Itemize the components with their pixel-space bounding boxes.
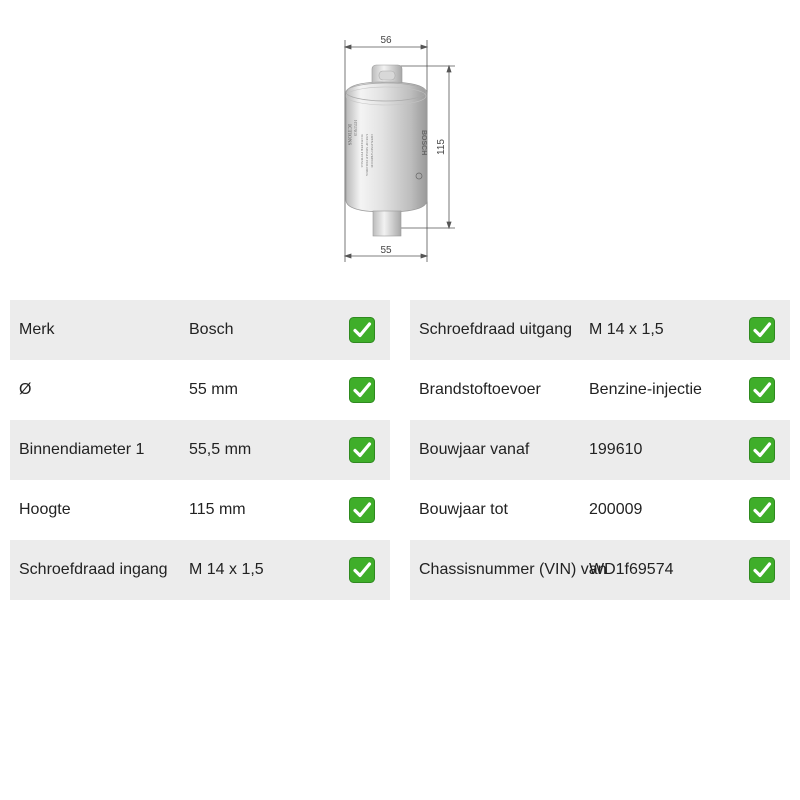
spec-row	[10, 360, 390, 420]
spec-value: WD1f69574	[589, 561, 674, 578]
spec-value: M 14 x 1,5	[589, 321, 664, 338]
spec-label: Chassisnummer (VIN) van	[419, 561, 607, 578]
spec-value: 55,5 mm	[189, 441, 252, 458]
check-mark-icon	[349, 557, 375, 583]
bosch-brand-print: BOSCH	[420, 130, 427, 156]
spec-row	[410, 480, 790, 540]
check-mark-icon	[349, 317, 375, 343]
filter-bottom-fitting	[373, 211, 401, 236]
check-mark-icon	[349, 437, 375, 463]
spec-value: 200009	[589, 501, 643, 518]
filter-print-line-5: OPEN-END WRENCH	[370, 134, 374, 168]
spec-value: Benzine-injectie	[589, 381, 702, 398]
spec-label: Ø	[19, 381, 32, 398]
spec-row	[10, 540, 390, 600]
filter-body	[346, 82, 427, 212]
spec-label: Schroefdraad ingang	[19, 561, 168, 578]
spec-label: Brandstoftoevoer	[419, 381, 541, 398]
check-mark-icon	[749, 557, 775, 583]
spec-label: Schroefdraad uitgang	[419, 321, 572, 338]
spec-label: Merk	[19, 321, 55, 338]
spec-row	[410, 540, 790, 600]
spec-value: M 14 x 1,5	[189, 561, 264, 578]
spec-value: Bosch	[189, 321, 234, 338]
check-mark-icon	[349, 377, 375, 403]
spec-value: 199610	[589, 441, 643, 458]
check-mark-icon	[749, 377, 775, 403]
spec-table-left	[10, 300, 390, 600]
spec-value: 55 mm	[189, 381, 238, 398]
dimension-width-top: 56	[380, 35, 392, 46]
spec-label: Bouwjaar vanaf	[419, 441, 530, 458]
filter-print-line-4: USE OF SINGLE HOLDING	[365, 134, 369, 177]
spec-row	[410, 300, 790, 360]
spec-row	[410, 420, 790, 480]
spec-label: Hoogte	[19, 501, 71, 518]
filter-print-line-3: TO FILTER FITTINGS	[360, 134, 364, 168]
spec-value: 115 mm	[189, 501, 246, 518]
spec-row	[10, 300, 390, 360]
spec-row	[10, 420, 390, 480]
check-mark-icon	[749, 497, 775, 523]
filter-print-line-2: ICTIONS	[346, 124, 351, 146]
dimension-width-bottom: 55	[380, 245, 392, 256]
spec-row	[10, 480, 390, 540]
fuel-filter-image	[330, 30, 470, 270]
check-mark-icon	[749, 437, 775, 463]
spec-row	[410, 360, 790, 420]
filter-print-line-1: HTUNGS	[353, 120, 358, 137]
spec-label: Binnendiameter 1	[19, 441, 145, 458]
spec-label: Bouwjaar tot	[419, 501, 508, 518]
dimension-height: 115	[436, 139, 447, 155]
check-mark-icon	[749, 317, 775, 343]
spec-table-right	[410, 300, 790, 600]
check-mark-icon	[349, 497, 375, 523]
